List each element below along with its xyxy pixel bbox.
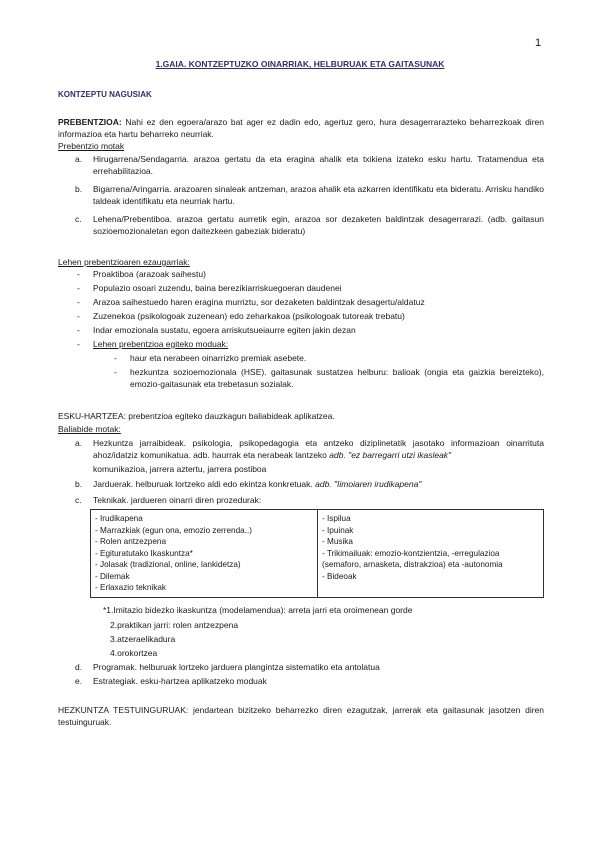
- teknikak-right-cell: [318, 510, 544, 598]
- teknika-item: - Egituratutako Ikaskuntza*: [95, 548, 193, 558]
- section-heading-kontzeptu: KONTZEPTU NAGUSIAK: [58, 90, 152, 99]
- baliabide-item-b: [93, 478, 544, 490]
- teknikak-table: [90, 509, 544, 598]
- baliabide-item-a: [93, 437, 544, 461]
- lehen-modua-item: haur eta nerabeen oinarrizko premiak asebete.: [130, 353, 307, 363]
- baliabide-item-c: [93, 494, 544, 506]
- dash-marker: -: [77, 339, 80, 349]
- list-marker: c.: [75, 214, 82, 224]
- prebentzio-mota-item: [93, 183, 544, 207]
- lehen-item: Zuzenekoa (psikologoak zuzenean) edo zeharkakoa (psikologoak tutoreak trebatu): [93, 311, 405, 321]
- list-marker: b.: [75, 184, 83, 194]
- lehen-modua-item: hezkuntza sozioemozionala (HSE). gaitasunak sustatzea helburu: balioak (ongia eta gaizkia bereizteko), emozio-gaitasunak eta trebetasun sozialak.: [130, 367, 544, 389]
- teknika-item: - Musika: [322, 537, 353, 546]
- prebentzioa-text: Nahi ez den egoera/arazo bat ager ez dadin edo, agertuz gero, hura desagerrarazteko beharrezkoak diren informazioa eta hartu beharreko neurriak.: [58, 117, 544, 139]
- item-text: helburuak lortzeko aldi edo ekintza konkretuak.: [135, 479, 313, 489]
- teknika-item: - Marrazkiak (egun ona, emozio zerrenda..): [95, 525, 252, 535]
- list-marker: a.: [75, 438, 83, 448]
- teknikak-note: 2.praktikan jarri: rolen antzezpena: [110, 620, 239, 630]
- item-text: arazoa gertatu aurretik egin, arazoa sor dezaketen baldintzak desagerrarazi. (adb. gaitasun sozioemozionaletan egon daitezkeen gabeziak bideratu): [93, 214, 544, 236]
- teknika-item: - Erlaxazio teknikak: [95, 583, 166, 592]
- document-title: 1.GAIA. KONTZEPTUZKO OINARRIAK, HELBURUAK ETA GAITASUNAK: [155, 59, 445, 69]
- list-marker: c.: [75, 495, 82, 505]
- prebentzio-mota-item: [93, 153, 544, 177]
- item-text: helburuak lortzeko jarduera plangintza sistematiko eta antolatua: [139, 662, 380, 672]
- hezkuntza-text: jendartean bizitzeko beharrezko diren ezagutzak, jarrerak eta gaitasunak jasotzen diren testuinguruak.: [58, 705, 544, 727]
- item-label: Programak.: [93, 662, 137, 672]
- item-label: Estrategiak.: [93, 676, 138, 686]
- item-label: Hirugarrena/Sendagarria.: [93, 154, 189, 164]
- list-marker: d.: [75, 662, 83, 672]
- item-label: Bigarrena/Aringarria.: [93, 184, 172, 194]
- dash-marker: -: [77, 297, 80, 307]
- teknika-item: - Rolen antzezpena: [95, 537, 167, 546]
- hezkuntza-label: HEZKUNTZA TESTUINGURUAK:: [58, 705, 189, 715]
- page-number: 1: [535, 37, 542, 49]
- esku-hartzea-paragraph: [58, 410, 544, 422]
- item-text: jardueren oinarri diren prozedurak:: [130, 495, 262, 505]
- teknika-item: - Ispilua: [322, 514, 351, 523]
- baliabide-motak-heading: Baliabide motak:: [58, 424, 121, 434]
- lehen-moduak-heading: Lehen prebentzioa egiteko moduak:: [93, 339, 229, 349]
- dash-marker: -: [114, 353, 117, 363]
- baliabide-item-d: [93, 661, 544, 673]
- teknikak-note: 4.orokortzea: [110, 648, 158, 658]
- prebentzioa-paragraph: [58, 116, 544, 140]
- dash-marker: -: [114, 367, 117, 377]
- list-marker: b.: [75, 479, 83, 489]
- esku-hartzea-label: ESKU-HARTZEA:: [58, 411, 126, 421]
- baliabide-item-a-line2: komunikazioa, jarrera aztertu, jarrera postiboa: [93, 464, 267, 474]
- dash-marker: -: [77, 283, 80, 293]
- baliabide-item-e: [93, 675, 544, 687]
- prebentzioa-label: PREBENTZIOA:: [58, 117, 122, 127]
- lehen-item: Proaktiboa (arazoak saihestu): [93, 269, 206, 279]
- dash-marker: -: [77, 325, 80, 335]
- dash-marker: -: [77, 269, 80, 279]
- lehen-item: Populazio osoari zuzendu, baina berezikiarriskuegoeran daudenei: [93, 283, 342, 293]
- teknikak-note: 3.atzeraelikadura: [110, 634, 176, 644]
- item-text: esku-hartzea aplikatzeko moduak: [140, 676, 267, 686]
- teknika-item: - Ipuinak: [322, 525, 354, 535]
- item-label: Teknikak.: [93, 495, 129, 505]
- item-example: adb. "Iimoiaren irudikapena": [315, 479, 422, 489]
- teknika-item: - Jolasak (tradizional, online, lankidetza): [95, 560, 241, 569]
- item-example: adb. "ez barregarri utzi ikasleak": [329, 450, 452, 460]
- prebentzio-motak-heading: Prebentzio motak: [58, 141, 125, 151]
- list-marker: a.: [75, 154, 83, 164]
- item-label: Jarduerak.: [93, 479, 134, 489]
- lehen-prebentzioa-heading: Lehen prebentzioaren ezaugarriak:: [58, 257, 190, 267]
- lehen-item: Arazoa saihestuedo haren eragina murriztu, sor dezaketen baldintzak desagertu/aldatuz: [93, 297, 425, 307]
- list-marker: e.: [75, 676, 83, 686]
- teknikak-note: *1.Imitazio bidezko ikaskuntza (modelamendua): arreta jarri eta oroimenean gorde: [103, 605, 413, 615]
- teknika-item: - Irudikapena: [95, 514, 143, 523]
- item-text: arazoa gertatu da eta eragina ahalik eta txikiena izateko esku hartu. Tratamendua eta errehabilitazioa.: [93, 154, 544, 176]
- hezkuntza-testuinguruak-paragraph: [58, 704, 544, 728]
- prebentzio-mota-item: [93, 213, 544, 237]
- lehen-item: Indar emozionala sustatu, egoera arriskutsueiaurre egiten jakin dezan: [93, 325, 356, 335]
- teknika-item: - Trikimailuak: emozio-kontzientzia, -erregulazioa (semaforo, arnasketa, distrakzioa) eta -autonomia: [322, 548, 503, 569]
- item-text: psikologia, psikopedagogia eta antzeko diziplinetatik jasotako informazioan oinarrituta ahoz/idatziz komunikatua. adb. haurrak eta nerabeak lantzeko: [93, 438, 544, 460]
- teknika-item: - Dilemak: [95, 571, 130, 581]
- item-label: Lehena/Prebentiboa.: [93, 214, 172, 224]
- item-text: arazoaren sinaleak antzeman, arazoa ahalik eta azkarren identifikatu eta bideratu. Arrisku handiko taldeak identifikatu eta neurriak hartu.: [93, 184, 544, 206]
- teknikak-left-cell: [91, 510, 318, 598]
- item-label: Hezkuntza jarraibideak.: [93, 438, 186, 448]
- teknika-item: - Bideoak: [322, 571, 357, 581]
- esku-hartzea-text: prebentzioa egiteko dauzkagun baliabideak aplikatzea.: [128, 411, 335, 421]
- dash-marker: -: [77, 311, 80, 321]
